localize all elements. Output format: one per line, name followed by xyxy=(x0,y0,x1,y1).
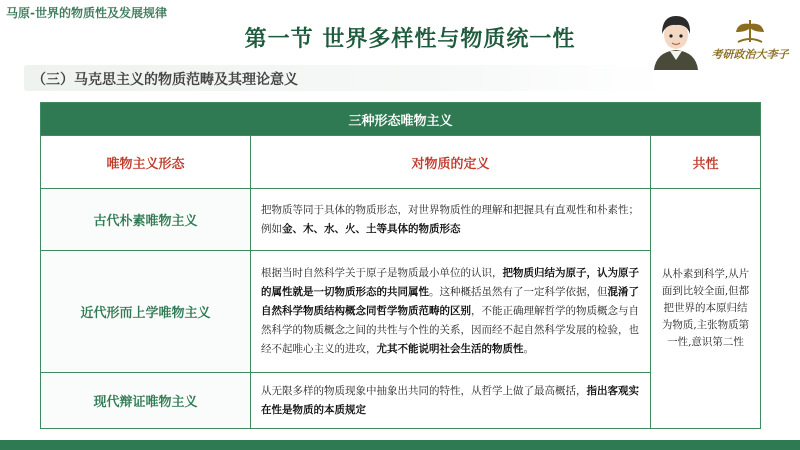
breadcrumb: 马原-世界的物质性及发展规律 xyxy=(6,6,167,20)
table-header-row xyxy=(41,136,761,189)
definition-emphasis: 尤其不能说明社会生活的物质性 xyxy=(376,343,524,355)
page-title: 第一节 世界多样性与物质统一性 xyxy=(244,27,576,52)
definition-emphasis: 混淆了自然科学物质结构概念同哲学物质范畴的区别 xyxy=(261,286,639,317)
definition-text: 把物质等同于具体的物质形态，对世界物质性的理解和把握具有直观性和朴素性；例如 xyxy=(261,203,639,235)
column-header-definition: 对物质的定义 xyxy=(251,136,651,189)
section-subtitle: （三）马克思主义的物质范畴及其理论意义 xyxy=(32,72,298,88)
definition-cell xyxy=(251,189,651,251)
section-subtitle-banner xyxy=(24,65,664,91)
common-cell: 从朴素到科学,从片面到比较全面,但都把世界的本原归结为物质,主张物质第一性,意识第二性 xyxy=(651,189,761,429)
definition-cell xyxy=(251,251,651,373)
definition-emphasis: 金、木、水、火、土等具体的物质形态 xyxy=(282,222,461,235)
table-caption: 三种形态唯物主义 xyxy=(41,103,761,136)
table-caption-row xyxy=(41,103,761,136)
form-cell: 现代辩证唯物主义 xyxy=(41,373,251,429)
column-header-form: 唯物主义形态 xyxy=(41,136,251,189)
definition-text: 根据当时自然科学关于原子是物质最小单位的认识， xyxy=(261,267,503,279)
definition-emphasis: 指出客观实在性是物质的本质规定 xyxy=(261,384,639,416)
definition-text: 从无限多样的物质现象中抽象出共同的特性，从哲学上做了最高概括， xyxy=(261,384,587,397)
form-cell: 近代形而上学唯物主义 xyxy=(41,251,251,373)
definition-text: 。这种概括虽然有了一定科学依据，但 xyxy=(429,286,608,298)
definition-text: ，不能正确理解哲学的物质概念与自然科学的物质概念之间的共性与个性的关系，因而经不起自然科学发展的检验，也经不起唯心主义的进攻， xyxy=(261,305,639,355)
definition-text: 。 xyxy=(523,343,534,355)
table-row xyxy=(41,189,761,251)
avatar-eye-left xyxy=(669,34,672,37)
column-header-common: 共性 xyxy=(651,136,761,189)
avatar-eye-right xyxy=(679,34,682,37)
definition-cell xyxy=(251,373,651,429)
brand-logo xyxy=(708,18,792,68)
logo-emblem-icon xyxy=(708,18,792,46)
definition-emphasis: 把物质归结为原子，认为原子的属性就是一切物质形态的共同属性 xyxy=(261,267,639,298)
comparison-table xyxy=(40,102,761,429)
logo-text: 考研政治大李子 xyxy=(711,48,789,61)
footer-bar xyxy=(0,440,800,450)
avatar xyxy=(650,8,702,70)
form-cell: 古代朴素唯物主义 xyxy=(41,189,251,251)
